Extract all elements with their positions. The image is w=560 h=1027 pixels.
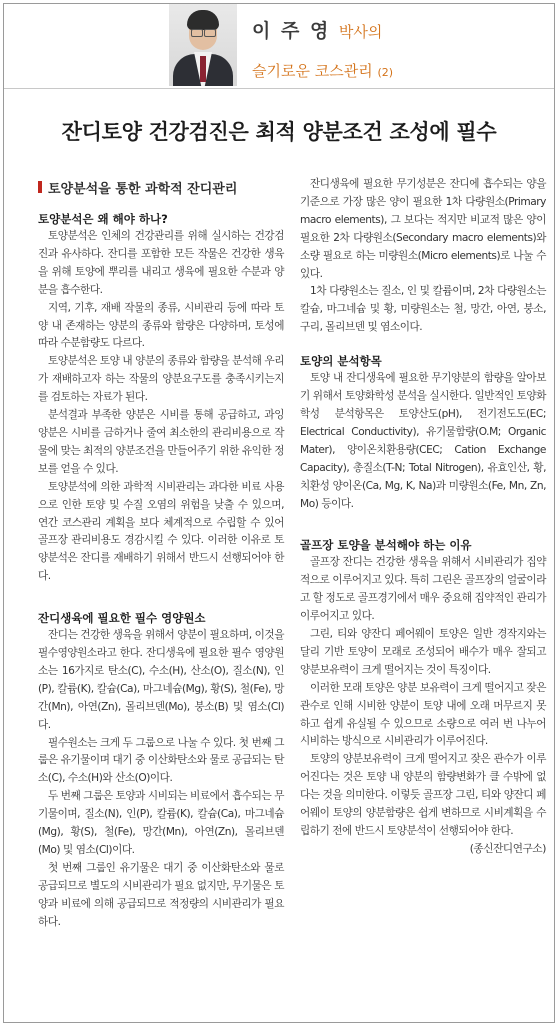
spacer bbox=[300, 513, 546, 537]
photo-tie bbox=[200, 56, 206, 82]
subheading-essential-nutrients: 잔디생육에 필요한 필수 영양원소 bbox=[38, 611, 206, 626]
paragraph: 토양분석은 인체의 건강관리를 위해 실시하는 건강검진과 유사하다. 잔디를 포함한 모든 작물은 건강한 생육을 위해 토양에 뿌리를 내리고 생육에 필요한 수분과 양분을 흡수한다. bbox=[38, 230, 284, 296]
author-photo bbox=[169, 4, 237, 86]
paragraph: 첫 번째 그룹인 유기물은 대기 중 이산화탄소와 물로 공급되므로 별도의 시비관리가 필요 없지만, 무기물은 토양과 비료에 의해 공급되므로 적정량의 시비관리가 필요하다. bbox=[38, 861, 284, 928]
article-frame bbox=[3, 3, 555, 1023]
series-title-text: 슬기로운 코스관리 bbox=[252, 62, 373, 80]
paragraph: 필수원소는 크게 두 그룹으로 나눌 수 있다. 첫 번째 그룹은 유기물이며 대기 중 이산화탄소와 물로 공급되는 탄소(C), 수소(H)와 산소(O)이다. bbox=[38, 736, 284, 785]
spacer bbox=[38, 586, 284, 610]
section-marker bbox=[38, 181, 42, 193]
subheading-analysis-items: 토양의 분석항목 bbox=[300, 354, 382, 369]
section-heading bbox=[38, 178, 284, 197]
paragraph: 두 번째 그룹은 토양과 시비되는 비료에서 흡수되는 무기물이며, 질소(N), 인(P), 칼륨(K), 칼슘(Ca), 마그네슘(Mg), 황(S), 철(Fe), 망간(Mn), 아연(Zn), 몰리브덴(Mo) 및 염소(Cl)이다. bbox=[38, 790, 284, 856]
paragraph: 분석결과 부족한 양분은 시비를 통해 공급하고, 과잉 양분은 시비를 금하거나 줄여 최소한의 관리비용으로 작물에 맞는 최적의 양분조건을 만들어주기 위한 유익한 정보를 얻을 수 있다. bbox=[38, 409, 284, 475]
header-divider bbox=[4, 88, 554, 89]
paragraph: 토양의 양분보유력이 크게 떨어지고 잦은 관수가 이루어진다는 것은 토양 내 양분의 함량변화가 클 수밖에 없다는 것을 의미한다. 이렇듯 골프장 그린, 티와 양잔디 페어웨이 토양의 양분함량은 쉽게 변하므로 시비계획을 수립하기 전에 반드시 토양분석이 선행되어야 한다. bbox=[300, 753, 546, 837]
paragraph: 잔디생육에 필요한 무기성분은 잔디에 흡수되는 양을 기준으로 가장 많은 양이 필요한 1차 다량원소(Primary macro elements), 그 보다는 적지만 비교적 많은 양이 필요한 2차 다량원소(Secondary macro elements)와 소량 필요로 하는 미량원소(Micro elements)로 나눌 수 있다. bbox=[300, 178, 546, 280]
spacer bbox=[300, 337, 546, 353]
article-header bbox=[4, 4, 554, 90]
subheading-why-analyze: 토양분석은 왜 해야 하나? bbox=[38, 212, 168, 226]
subheading-golf-soil: 골프장 토양을 분석해야 하는 이유 bbox=[300, 538, 472, 553]
series-number: (2) bbox=[377, 66, 394, 79]
section-heading-text: 토양분석을 통한 과학적 잔디관리 bbox=[48, 182, 238, 197]
photo-hair bbox=[187, 10, 219, 30]
paragraph: 잔디는 건강한 생육을 위해서 양분이 필요하며, 이것을 필수영양원소라고 한다. 잔디생육에 필요한 필수 영양원소는 16가지로 탄소(C), 수소(H), 산소(O), 질소(N), 인(P), 칼륨(K), 칼슘(Ca), 마그네슘(Mg), 황(S), 철(Fe), 망간(Mn), 아연(Zn), 몰리브덴(Mo), 붕소(B) 및 염소(Cl)다. bbox=[38, 629, 284, 731]
paragraph: 이러한 모래 토양은 양분 보유력이 크게 떨어지고 잦은 관수로 인해 시비한 양분이 토양 내에 오래 머무르지 못하고 쉽게 유실될 수 있으므로 소량으로 여러 번 나누어 시비하는 방식으로 시비관리가 이루어진다. bbox=[300, 681, 546, 748]
paragraph: 토양 내 잔디생육에 필요한 무기양분의 함량을 알아보기 위해서 토양화학성 분석을 실시한다. 일반적인 토양화학성 분석항목은 토양산도(pH), 전기전도도(EC; Electrical Conductivity), 유기물함량(O.M; Organic Mater), 양이온치환용량(CEC; Cation Exchange Capacity), 총질소(T-N; Total Nitrogen), 유효인산, 황, 치환성 양이온(Ca, Mg, K, Na)과 미량원소(Fe, Mn, Zn, Mo) 등이다. bbox=[300, 372, 546, 510]
paragraph: 토양분석은 토양 내 양분의 종류와 함량을 분석해 우리가 재배하고자 하는 작물의 양분요구도를 충족시키는지를 검토하는 자료가 된다. bbox=[38, 355, 284, 404]
right-column bbox=[300, 176, 546, 857]
photo-glasses-right bbox=[204, 29, 216, 37]
author-suffix: 박사의 bbox=[338, 23, 383, 41]
paragraph: 지역, 기후, 재배 작물의 종류, 시비관리 등에 따라 토양 내 존재하는 양분의 종류와 함량은 다양하며, 토성에 따라 수분함량도 다르다. bbox=[38, 301, 284, 350]
series-title bbox=[252, 60, 393, 81]
author-name-text: 이 주 영 bbox=[252, 20, 331, 42]
paragraph: 토양분석에 의한 과학적 시비관리는 과다한 비료 사용으로 인한 토양 및 수질 오염의 위험을 낮출 수 있으며, 연간 코스관리 계획을 보다 체계적으로 수립할 수 있어 골프장 관리비용도 경감시킬 수 있다. 이러한 이유로 토양분석은 잔디를 재배하기 위해서 반드시 선행되어야 한다. bbox=[38, 480, 284, 583]
photo-glasses-left bbox=[191, 29, 203, 37]
paragraph: 그린, 티와 양잔디 페어웨이 토양은 일반 경작지와는 달리 기반 토양이 모래로 조성되어 배수가 매우 잘되고 양분보유력이 크게 떨어지는 것이 특징이다. bbox=[300, 628, 546, 676]
paragraph: 1차 다량원소는 질소, 인 및 칼륨이며, 2차 다량원소는 칼슘, 마그네슘 및 황, 미량원소는 철, 망간, 아연, 붕소, 구리, 몰리브덴 및 염소이다. bbox=[300, 285, 546, 334]
paragraph: 골프장 잔디는 건강한 생육을 위해서 시비관리가 집약적으로 이루어지고 있다. 특히 그린은 골프장의 얼굴이라고 할 정도로 골프경기에서 매우 중요해 집약적인 관리가 이루어지고 있다. bbox=[300, 556, 546, 623]
author-name bbox=[252, 16, 382, 43]
left-column bbox=[38, 176, 284, 932]
source-credit: (종신잔디연구소) bbox=[469, 842, 546, 855]
article-headline: 잔디토양 건강검진은 최적 양분조건 조성에 필수 bbox=[61, 119, 497, 144]
